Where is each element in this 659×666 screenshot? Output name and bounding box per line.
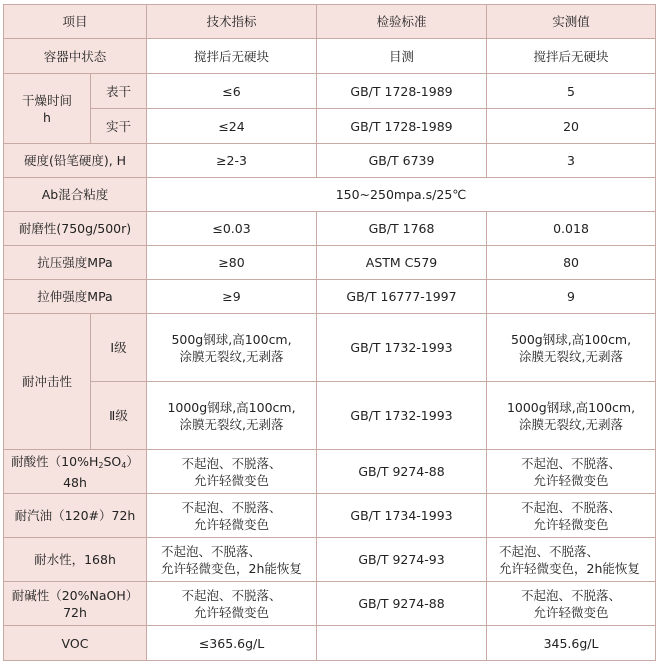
measured-line: 500g钢球,高100cm, (510, 331, 632, 347)
method-cell: GB/T 1728-1989 (317, 74, 487, 109)
row-label: 容器中状态 (4, 39, 147, 74)
method-cell: GB/T 1734-1993 (317, 494, 487, 538)
spec-line: 不起泡、不脱落、 (181, 455, 282, 471)
header-method: 检验标准 (317, 5, 487, 39)
spec-line: 涂膜无裂纹,无剥落 (179, 348, 284, 364)
spec-cell (147, 582, 317, 626)
measured-line: 不起泡、不脱落、 (521, 499, 622, 515)
measured-cell (487, 538, 656, 582)
acid-label-sub: 2 (98, 460, 104, 470)
measured-cell: 9 (487, 280, 656, 314)
table-row (4, 109, 656, 144)
sub-label-hard: 实干 (91, 109, 147, 144)
header-measured: 实测值 (487, 5, 656, 39)
measured-cell: 3 (487, 144, 656, 178)
sub-label-level2: Ⅱ级 (91, 382, 147, 450)
measured-cell: 80 (487, 246, 656, 280)
measured-line: 允许轻微变色 (533, 604, 609, 620)
sub-label-surface: 表干 (91, 74, 147, 109)
table-row (4, 280, 656, 314)
measured-line: 不起泡、不脱落、 (521, 455, 622, 471)
measured-line: 涂膜无裂纹,无剥落 (519, 416, 623, 432)
table-row (4, 212, 656, 246)
method-cell: GB/T 1768 (317, 212, 487, 246)
method-cell: GB/T 9274-93 (317, 538, 487, 582)
measured-cell (487, 314, 656, 382)
spec-line: 500g钢球,高100cm, (171, 331, 292, 347)
row-label: 耐磨性(750g/500r) (4, 212, 147, 246)
spec-line: 1000g钢球,高100cm, (167, 399, 296, 415)
header-spec: 技术指标 (147, 5, 317, 39)
table-row (4, 314, 656, 382)
spec-cell (147, 494, 317, 538)
spec-cell (147, 450, 317, 494)
spec-cell: ≤365.6g/L (147, 626, 317, 661)
table-row (4, 39, 656, 74)
method-cell: GB/T 1732-1993 (317, 382, 487, 450)
method-cell: GB/T 16777-1997 (317, 280, 487, 314)
table-row (4, 450, 656, 494)
table-row (4, 178, 656, 212)
measured-cell: 5 (487, 74, 656, 109)
spec-cell (147, 314, 317, 382)
sub-label-level1: Ⅰ级 (91, 314, 147, 382)
drying-label-line2: h (43, 109, 51, 125)
measured-cell: 搅拌后无硬块 (487, 39, 656, 74)
measured-line: 允许轻微变色，2h能恢复 (499, 560, 640, 576)
spec-cell: ≥2-3 (147, 144, 317, 178)
drying-label-line1: 干燥时间 (21, 92, 72, 108)
alkali-label-line2: 72h (63, 604, 87, 620)
spec-cell: ≥9 (147, 280, 317, 314)
table-row (4, 382, 656, 450)
table-row (4, 246, 656, 280)
spec-cell: ≥80 (147, 246, 317, 280)
spec-cell: 搅拌后无硬块 (147, 39, 317, 74)
row-label-drying (4, 74, 91, 144)
table-row (4, 582, 656, 626)
method-cell: GB/T 1732-1993 (317, 314, 487, 382)
acid-label-part: SO (103, 453, 122, 469)
method-cell: 目测 (317, 39, 487, 74)
row-label-alkali (4, 582, 147, 626)
table-row (4, 626, 656, 661)
method-cell: ASTM C579 (317, 246, 487, 280)
acid-label-part: ） (126, 453, 139, 469)
row-label: 耐汽油（120#）72h (4, 494, 147, 538)
row-label: Ab混合粘度 (4, 178, 147, 212)
row-label-acid (4, 450, 147, 494)
measured-line: 不起泡、不脱落、 (521, 587, 622, 603)
measured-cell (487, 582, 656, 626)
spec-line: 不起泡、不脱落、 (161, 543, 262, 559)
measured-line: 允许轻微变色 (533, 472, 609, 488)
spec-line: 不起泡、不脱落、 (181, 587, 282, 603)
spec-line: 允许轻微变色 (194, 472, 270, 488)
table-row (4, 144, 656, 178)
measured-cell: 20 (487, 109, 656, 144)
row-label: 拉伸强度MPa (4, 280, 147, 314)
spec-line: 允许轻微变色 (194, 604, 270, 620)
viscosity-value: 150~250mpa.s/25℃ (147, 178, 656, 212)
row-label: VOC (4, 626, 147, 661)
spec-line: 允许轻微变色，2h能恢复 (161, 560, 302, 576)
measured-cell: 0.018 (487, 212, 656, 246)
row-label-impact: 耐冲击性 (4, 314, 91, 450)
measured-cell (487, 494, 656, 538)
method-cell (317, 626, 487, 661)
spec-cell: ≤6 (147, 74, 317, 109)
alkali-label-line1: 耐碱性（20%NaOH） (11, 587, 139, 603)
measured-line: 涂膜无裂纹,无剥落 (519, 348, 623, 364)
spec-cell: ≤0.03 (147, 212, 317, 246)
spec-cell (147, 538, 317, 582)
header-row (4, 5, 656, 39)
measured-line: 不起泡、不脱落、 (499, 543, 600, 559)
spec-line: 涂膜无裂纹,无剥落 (179, 416, 284, 432)
table-row (4, 538, 656, 582)
spec-line: 不起泡、不脱落、 (181, 499, 282, 515)
measured-cell (487, 382, 656, 450)
acid-label-line2: 48h (63, 474, 87, 490)
acid-label-sub: 4 (121, 460, 127, 470)
measured-cell (487, 450, 656, 494)
header-item: 项目 (4, 5, 147, 39)
table-row (4, 494, 656, 538)
row-label: 耐水性，168h (4, 538, 147, 582)
spec-line: 允许轻微变色 (194, 516, 270, 532)
method-cell: GB/T 9274-88 (317, 450, 487, 494)
method-cell: GB/T 6739 (317, 144, 487, 178)
spec-cell (147, 382, 317, 450)
measured-line: 允许轻微变色 (533, 516, 609, 532)
table-row (4, 74, 656, 109)
row-label: 硬度(铅笔硬度), H (4, 144, 147, 178)
spec-table (3, 4, 656, 661)
measured-line: 1000g钢球,高100cm, (506, 399, 636, 415)
measured-cell: 345.6g/L (487, 626, 656, 661)
method-cell: GB/T 9274-88 (317, 582, 487, 626)
row-label: 抗压强度MPa (4, 246, 147, 280)
method-cell: GB/T 1728-1989 (317, 109, 487, 144)
spec-cell: ≤24 (147, 109, 317, 144)
acid-label-part: 耐酸性（10%H (11, 453, 99, 469)
